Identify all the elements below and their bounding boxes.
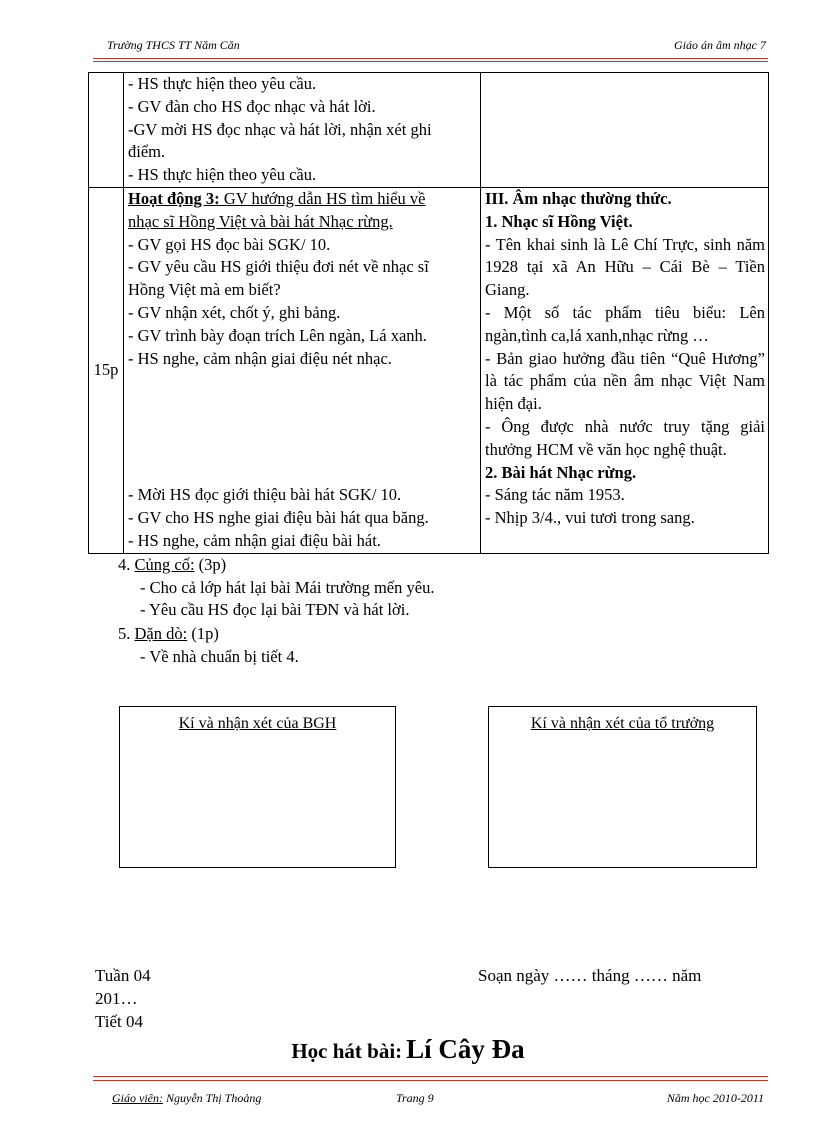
- subheading-composer: 1. Nhạc sĩ Hồng Việt.: [485, 211, 633, 231]
- list-item: - Cho cả lớp hát lại bài Mái trường mến yêu.: [140, 578, 435, 597]
- list-item: điểm.: [128, 142, 166, 162]
- signature-title: Kí và nhận xét của BGH: [178, 715, 337, 732]
- list-item: Hồng Việt mà em biết?: [128, 280, 281, 300]
- list-item: - GV nhận xét, chốt ý, ghi bảng.: [128, 302, 341, 322]
- content-cell: [481, 187, 769, 553]
- header-subject: Giáo án âm nhạc 7: [674, 38, 766, 52]
- footer-year: Năm học 2010-2011: [666, 1091, 764, 1105]
- footer-rule-top: [93, 1076, 768, 1077]
- lesson-table: [88, 72, 769, 554]
- list-item: - GV trình bày đoạn trích Lên ngàn, Lá xanh.: [128, 325, 427, 345]
- list-item: - GV cho HS nghe giai điệu bài hát qua băng.: [128, 508, 429, 528]
- consolidation-heading: [118, 554, 226, 577]
- paragraph: - Ông được nhà nước truy tặng giải thưởng HCM về văn học nghệ thuật.: [485, 416, 765, 459]
- list-item: - Yêu cầu HS đọc lại bài TĐN và hát lời.: [140, 600, 410, 619]
- footer-teacher: [112, 1091, 261, 1106]
- title-prefix: Học hát bài:: [291, 1039, 403, 1063]
- section-heading: III. Âm nhạc thường thức.: [485, 188, 672, 208]
- header-rule-top: [93, 58, 768, 59]
- list-item: - GV đàn cho HS đọc nhạc và hát lời.: [128, 96, 376, 116]
- list-item: - Mời HS đọc giới thiệu bài hát SGK/ 10.: [128, 485, 402, 505]
- header-rule-bottom: [93, 61, 768, 62]
- paragraph: - Tên khai sinh là Lê Chí Trực, sinh năm 1928 tại xã An Hữu – Cái Bè – Tiền Giang.: [485, 234, 765, 300]
- signature-box-bgh: [119, 706, 396, 868]
- paragraph: - Nhịp 3/4., vui tươi trong sang.: [485, 508, 695, 528]
- list-item: - HS nghe, cảm nhận giai điệu nét nhạc.: [128, 348, 392, 368]
- paragraph: - Một số tác phẩm tiêu biểu: Lên ngàn,tình ca,lá xanh,nhạc rừng …: [485, 302, 765, 345]
- title-song: Lí Cây Đa: [406, 1034, 525, 1064]
- year-label: 201…: [95, 989, 138, 1008]
- table-row: [89, 73, 769, 188]
- header-school: Trường THCS TT Năm Căn: [107, 38, 240, 52]
- activity-text: GV hướng dẫn HS tìm hiểu về: [219, 188, 426, 208]
- signature-box-head: [488, 706, 757, 868]
- activity-label: Hoạt động 3:: [128, 188, 220, 208]
- time-cell-empty: [89, 73, 124, 188]
- period-label: Tiết 04: [95, 1012, 144, 1031]
- signature-title: Kí và nhận xét của tổ trưởng: [530, 715, 715, 732]
- section-time: (1p): [187, 624, 219, 643]
- activity-text-cont: nhạc sĩ Hồng Việt và bài hát Nhạc rừng.: [128, 211, 393, 231]
- subheading-song: 2. Bài hát Nhạc rừng.: [485, 462, 637, 482]
- section-number: 5.: [118, 624, 135, 643]
- week-label: Tuần 04: [95, 966, 151, 985]
- spacer: [128, 370, 477, 484]
- list-item: - GV gọi HS đọc bài SGK/ 10.: [128, 234, 331, 254]
- homework-heading: [118, 623, 219, 646]
- list-item: - Về nhà chuẩn bị tiết 4.: [140, 647, 299, 666]
- section-title: Dặn dò:: [134, 624, 188, 643]
- list-item: - GV yêu cầu HS giới thiệu đơi nét về nhạc sĩ: [128, 257, 429, 277]
- section-number: 4.: [118, 555, 135, 574]
- list-item: - HS nghe, cảm nhận giai điệu bài hát.: [128, 530, 381, 550]
- time-cell: 15p: [89, 187, 124, 553]
- content-cell-empty: [481, 73, 769, 188]
- lesson-title: [0, 1034, 816, 1065]
- section-time: (3p): [194, 555, 227, 574]
- paragraph: - Bản giao hưởng đầu tiên “Quê Hương” là tác phẩm của nền âm nhạc Việt Nam hiện đại.: [485, 348, 765, 414]
- teacher-label: Giáo viên:: [112, 1091, 163, 1105]
- footer-rule-bottom: [93, 1080, 768, 1081]
- activity-cell: [124, 73, 481, 188]
- table-row: [89, 187, 769, 553]
- paragraph: - Sáng tác năm 1953.: [485, 485, 625, 505]
- footer-page: Trang 9: [396, 1091, 434, 1105]
- list-item: -GV mời HS đọc nhạc và hát lời, nhận xét ghi: [128, 119, 432, 139]
- section-title: Củng cố:: [134, 555, 195, 574]
- prepared-date: Soạn ngày …… tháng …… năm: [478, 966, 702, 985]
- teacher-name: Nguyễn Thị Thoảng: [162, 1091, 262, 1105]
- list-item: - HS thực hiện theo yêu cầu.: [128, 165, 317, 185]
- activity-heading: [128, 188, 477, 211]
- activity-cell: [124, 187, 481, 553]
- list-item: - HS thực hiện theo yêu cầu.: [128, 74, 317, 93]
